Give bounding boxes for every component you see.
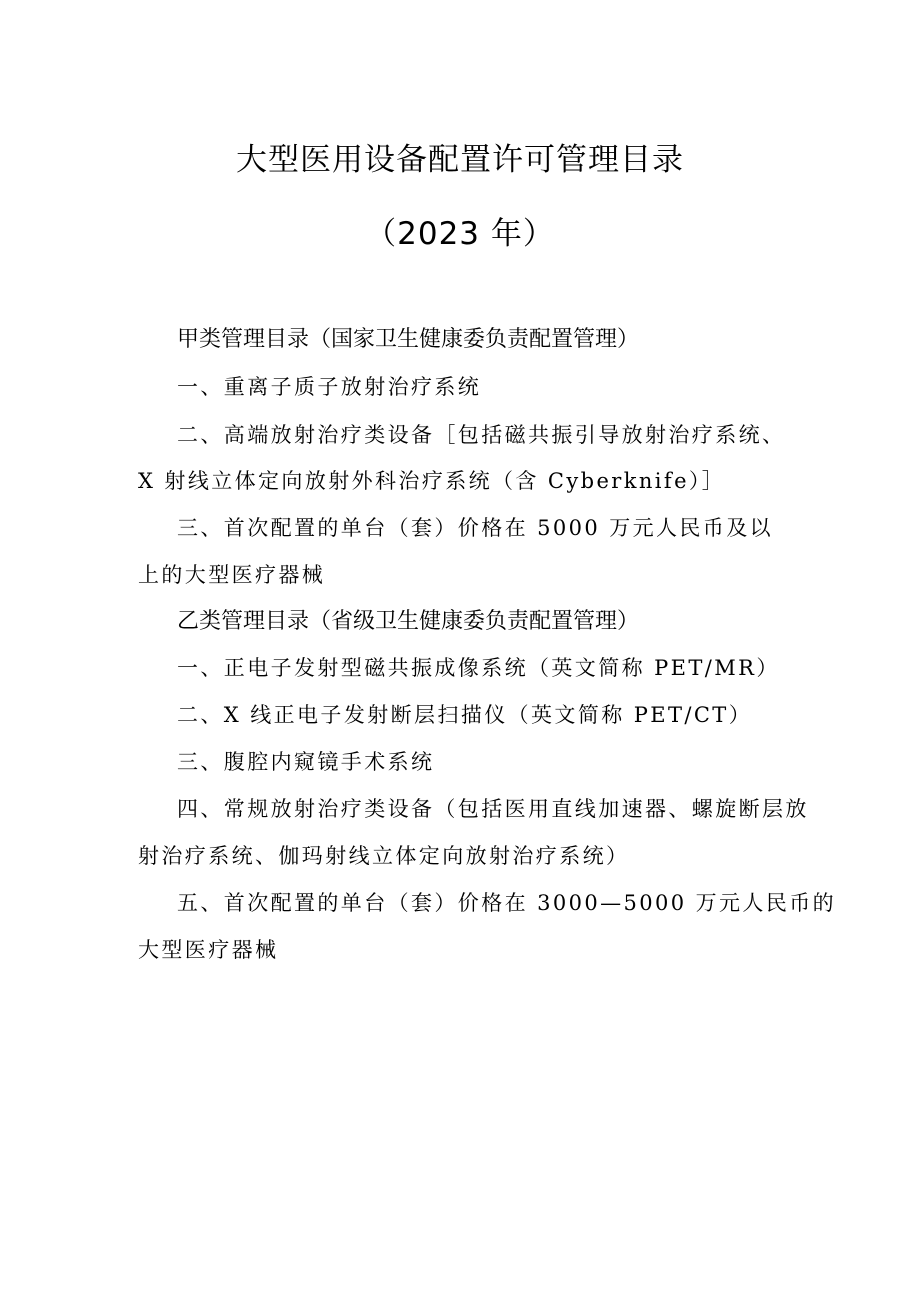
- class-b-item-2: 二、X 线正电子发射断层扫描仪（英文简称 PET/CT）: [177, 703, 753, 727]
- class-a-item-3-line-2: 上的大型医疗器械: [138, 563, 326, 587]
- class-b-item-3: 三、腹腔内窥镜手术系统: [177, 750, 435, 774]
- class-a-item-1: 一、重离子质子放射治疗系统: [177, 375, 482, 399]
- class-a-item-2-line-2: X 射线立体定向放射外科治疗系统（含 Cyberknife）］: [138, 469, 726, 493]
- class-b-heading: 乙类管理目录（省级卫生健康委负责配置管理）: [177, 609, 640, 634]
- class-a-item-2-line-1: 二、高端放射治疗类设备［包括磁共振引导放射治疗系统、: [177, 423, 786, 447]
- class-a-item-3-line-1: 三、首次配置的单台（套）价格在 5000 万元人民币及以: [177, 516, 773, 540]
- class-b-item-5-line-1: 五、首次配置的单台（套）价格在 3000—5000 万元人民币的: [177, 891, 837, 915]
- class-b-item-4-line-2: 射治疗系统、伽玛射线立体定向放射治疗系统）: [138, 844, 630, 868]
- class-b-item-4-line-1: 四、常规放射治疗类设备（包括医用直线加速器、螺旋断层放: [177, 797, 809, 821]
- class-b-item-1: 一、正电子发射型磁共振成像系统（英文简称 PET/MR）: [177, 656, 780, 680]
- document-title: 大型医用设备配置许可管理目录: [236, 142, 684, 178]
- class-b-item-5-line-2: 大型医疗器械: [138, 938, 279, 962]
- class-a-heading: 甲类管理目录（国家卫生健康委负责配置管理）: [177, 327, 640, 352]
- document-year: （2023 年）: [365, 216, 555, 252]
